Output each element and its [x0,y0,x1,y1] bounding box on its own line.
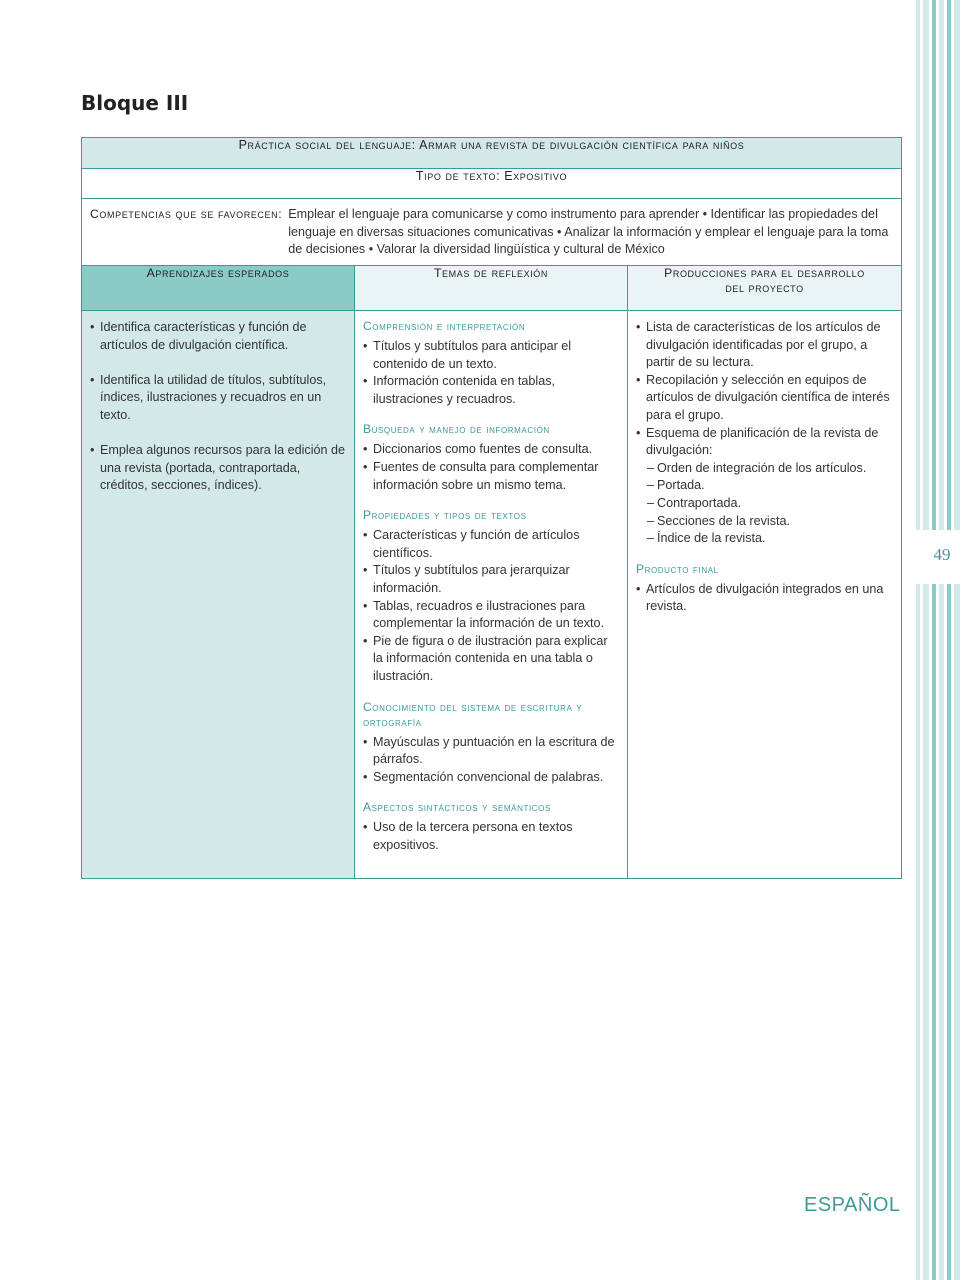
tema-section [363,319,619,408]
list-item: • Información contenida en tablas, ilustraciones y recuadros. [363,373,619,408]
list-item: • Identifica la utilidad de títulos, subtítulos, índices, ilustraciones y recuadros en un texto. [90,372,346,425]
list-item: – Portada. [647,477,893,495]
temas-column [355,311,628,879]
section-title: Producto final [636,561,719,576]
practica-row [82,138,902,169]
list-item: • Esquema de planificación de la revista de divulgación: [636,425,893,460]
list-item: • Emplea algunos recursos para la edición de una revista (portada, contraportada, créditos, secciones, índices). [90,442,346,495]
list-item: – Contraportada. [647,495,893,513]
section-title: Búsqueda y manejo de información [363,422,550,437]
column-headers [82,266,902,311]
header-temas: Temas de reflexión [355,266,628,311]
list-item: • Artículos de divulgación integrados en una revista. [636,581,893,616]
list-item: • Identifica características y función de artículos de divulgación científica. [90,319,346,354]
tema-section [363,508,619,685]
section-title: Aspectos sintácticos y semánticos [363,800,551,815]
section-title: Conocimiento del sistema de escritura y ortografía [363,699,583,729]
header-aprendizajes: Aprendizajes esperados [82,266,355,311]
tipo-texto: Tipo de texto: Expositivo [82,169,902,199]
competencias-row [82,199,902,266]
section-title: Propiedades y tipos de textos [363,508,527,523]
aprendizajes-column [82,311,355,879]
stripes-top [912,0,972,530]
tema-section [363,800,619,854]
program-table [81,137,902,879]
competencias-label: Competencias que se favorecen: [90,207,283,221]
planning-sublist [647,460,893,548]
list-item: • Diccionarios como fuentes de consulta. [363,441,619,459]
subject-footer: ESPAÑOL [804,1194,901,1216]
list-item: – Secciones de la revista. [647,513,893,531]
aprendizajes-list [90,319,346,495]
page-number: 49 [933,545,951,564]
header-producciones-line1: Producciones para el desarrollo [664,266,865,280]
list-item: • Títulos y subtítulos para jerarquizar información. [363,562,619,597]
competencias-text: Emplear el lenguaje para comunicarse y como instrumento para aprender • Identificar las propiedades del lenguaje en diversas situaciones comunicativas • Analizar la información y emplear el lenguaje para la toma de decisiones • Valorar la diversidad lingüística y cultural de México [288,207,889,256]
tipo-texto-row [82,169,902,199]
decorative-stripes [912,0,972,1280]
list-item: – Orden de integración de los artículos. [647,460,893,478]
producciones-section [636,319,893,548]
tema-section [363,422,619,494]
list-item: • Características y función de artículos científicos. [363,527,619,562]
list-item: – Índice de la revista. [647,530,893,548]
content-row [82,311,902,879]
list-item: • Segmentación convencional de palabras. [363,769,619,787]
stripes-bottom [912,584,972,1280]
section-title: Comprensión e interpretación [363,319,526,333]
list-item: • Lista de características de los artículos de divulgación identificadas por el grupo, a partir de su lectura. [636,319,893,372]
practica-social: Práctica social del lenguaje: Armar una revista de divulgación científica para niños [82,138,902,169]
tema-section [363,700,619,787]
list-item: • Títulos y subtítulos para anticipar el contenido de un texto. [363,338,619,373]
block-title: Bloque III [81,91,189,115]
list-item: • Fuentes de consulta para complementar información sobre un mismo tema. [363,459,619,494]
header-producciones [628,266,902,311]
list-item: • Recopilación y selección en equipos de artículos de divulgación científica de interés para el grupo. [636,372,893,425]
producto-final-section [636,562,893,616]
producciones-column [628,311,902,879]
list-item: • Mayúsculas y puntuación en la escritura de párrafos. [363,734,619,769]
list-item: • Uso de la tercera persona en textos expositivos. [363,819,619,854]
competencias-cell [82,199,902,266]
list-item: • Pie de figura o de ilustración para explicar la información contenida en una tabla o ilustración. [363,633,619,686]
list-item: • Tablas, recuadros e ilustraciones para complementar la información de un texto. [363,598,619,633]
header-producciones-line2: del proyecto [725,281,804,295]
